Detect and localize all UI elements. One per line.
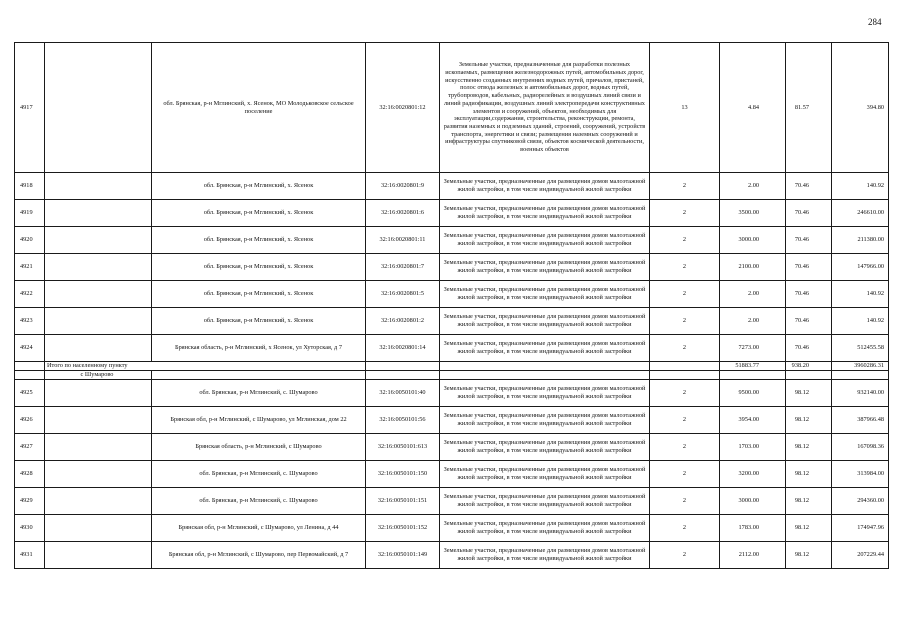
use-code-cell: 2 (650, 461, 720, 488)
area-cell: 3200.00 (720, 461, 786, 488)
address-cell: обл. Брянская, р-н Мглинский, х. Ясенок (152, 308, 366, 335)
use-code-cell: 2 (650, 434, 720, 461)
blank-cell (45, 461, 152, 488)
settlement-header-row (15, 371, 889, 380)
table-row (15, 407, 889, 434)
use-code-cell: 2 (650, 173, 720, 200)
row-number: 4925 (15, 380, 45, 407)
table-row (15, 434, 889, 461)
area-cell: 3954.00 (720, 407, 786, 434)
address-cell: обл. Брянская, р-н Мглинский, х. Ясенок (152, 281, 366, 308)
use-code-cell: 2 (650, 407, 720, 434)
table-row (15, 173, 889, 200)
cadastral-number-cell: 32:16:0020801:6 (366, 200, 440, 227)
blank-cell (650, 371, 720, 380)
land-use-cell: Земельные участки, предназначенные для размещения домов малоэтажной жилой застройки, в том числе индивидуальной жилой застройки (440, 542, 650, 569)
use-code-cell: 2 (650, 380, 720, 407)
address-cell: обл. Брянская, р-н Мглинский, х. Ясенок (152, 227, 366, 254)
row-number: 4929 (15, 488, 45, 515)
blank-cell (45, 542, 152, 569)
blank-cell (45, 173, 152, 200)
cadastral-number-cell: 32:16:0050101:56 (366, 407, 440, 434)
address-cell: Брянская обл, р-н Мглинский, с Шумарово, ул Мглинская, дом 22 (152, 407, 366, 434)
area-cell: 7273.00 (720, 335, 786, 362)
blank-cell (45, 380, 152, 407)
use-code-cell: 2 (650, 542, 720, 569)
cadastral-number-cell: 32:16:0020801:11 (366, 227, 440, 254)
blank-cell (366, 371, 440, 380)
rate-cell: 70.46 (786, 281, 832, 308)
address-cell: обл. Брянская, р-н Мглинский, с. Шумарово (152, 488, 366, 515)
cadastral-number-cell: 32:16:0020801:7 (366, 254, 440, 281)
cadastral-number-cell: 32:16:0020801:14 (366, 335, 440, 362)
subtotal-label: Итого по населенному пункту (45, 362, 366, 371)
address-cell: обл. Брянская, р-н Мглинский, х. Ясенок (152, 254, 366, 281)
subtotal-value: 3960286.31 (832, 362, 889, 371)
table-row (15, 281, 889, 308)
row-number: 4927 (15, 434, 45, 461)
use-code-cell: 2 (650, 227, 720, 254)
blank-cell (440, 362, 650, 371)
rate-cell: 98.12 (786, 407, 832, 434)
address-cell: Брянская обл, р-н Мглинский, с Шумарово, ул Ленина, д 44 (152, 515, 366, 542)
rate-cell: 98.12 (786, 515, 832, 542)
table-row (15, 488, 889, 515)
cadastral-number-cell: 32:16:0050101:149 (366, 542, 440, 569)
rate-cell: 81.57 (786, 43, 832, 173)
address-cell: обл. Брянская, р-н Мглинский, с. Шумарово (152, 461, 366, 488)
use-code-cell: 2 (650, 488, 720, 515)
cadastral-value-cell: 147966.00 (832, 254, 889, 281)
use-code-cell: 2 (650, 308, 720, 335)
rate-cell: 70.46 (786, 254, 832, 281)
blank-cell (786, 371, 832, 380)
subtotal-rate: 938.20 (786, 362, 832, 371)
cadastral-value-cell: 140.92 (832, 173, 889, 200)
blank-cell (45, 488, 152, 515)
use-code-cell: 2 (650, 254, 720, 281)
blank-cell (45, 227, 152, 254)
blank-cell (45, 43, 152, 173)
land-use-cell: Земельные участки, предназначенные для размещения домов малоэтажной жилой застройки, в том числе индивидуальной жилой застройки (440, 254, 650, 281)
cadastral-number-cell: 32:16:0020801:2 (366, 308, 440, 335)
rate-cell: 98.12 (786, 434, 832, 461)
land-use-cell: Земельные участки, предназначенные для размещения домов малоэтажной жилой застройки, в том числе индивидуальной жилой застройки (440, 335, 650, 362)
address-cell: Брянская область, р-н Мглинский, с Шумарово (152, 434, 366, 461)
cadastral-number-cell: 32:16:0050101:40 (366, 380, 440, 407)
table-row (15, 254, 889, 281)
cadastral-value-cell: 394.80 (832, 43, 889, 173)
row-number: 4920 (15, 227, 45, 254)
area-cell: 4.84 (720, 43, 786, 173)
area-cell: 9500.00 (720, 380, 786, 407)
row-number: 4922 (15, 281, 45, 308)
use-code-cell: 2 (650, 515, 720, 542)
cadastral-value-cell: 207229.44 (832, 542, 889, 569)
cadastral-number-cell: 32:16:0020801:5 (366, 281, 440, 308)
address-cell: обл. Брянская, р-н Мглинский, х. Ясенок (152, 173, 366, 200)
row-number: 4924 (15, 335, 45, 362)
row-number: 4923 (15, 308, 45, 335)
blank-cell (45, 434, 152, 461)
blank-cell (15, 362, 45, 371)
row-number: 4917 (15, 43, 45, 173)
cadastral-value-cell: 174947.96 (832, 515, 889, 542)
rate-cell: 98.12 (786, 380, 832, 407)
blank-cell (720, 371, 786, 380)
blank-cell (45, 200, 152, 227)
address-cell: Брянская обл, р-н Мглинский, с Шумарово, пер Первомайский, д 7 (152, 542, 366, 569)
land-use-cell: Земельные участки, предназначенные для размещения домов малоэтажной жилой застройки, в том числе индивидуальной жилой застройки (440, 380, 650, 407)
table-row (15, 43, 889, 173)
page-number: 284 (868, 17, 882, 27)
cadastral-number-cell: 32:16:0050101:613 (366, 434, 440, 461)
area-cell: 2.00 (720, 308, 786, 335)
rate-cell: 70.46 (786, 173, 832, 200)
blank-cell (45, 254, 152, 281)
blank-cell (152, 371, 366, 380)
blank-cell (45, 515, 152, 542)
cadastral-value-cell: 387966.48 (832, 407, 889, 434)
use-code-cell: 2 (650, 281, 720, 308)
row-number: 4921 (15, 254, 45, 281)
rate-cell: 98.12 (786, 461, 832, 488)
table-row (15, 515, 889, 542)
settlement-name: с Шумарово (45, 371, 152, 380)
cadastral-value-cell: 246610.00 (832, 200, 889, 227)
table-row (15, 227, 889, 254)
cadastral-value-cell: 313984.00 (832, 461, 889, 488)
address-cell: Брянская область, р-н Мглинский, х Ясенок, ул Хуторская, д 7 (152, 335, 366, 362)
cadastral-value-cell: 932140.00 (832, 380, 889, 407)
cadastral-value-cell: 211380.00 (832, 227, 889, 254)
address-cell: обл. Брянская, р-н Мглинский, х. Ясенок (152, 200, 366, 227)
land-use-cell: Земельные участки, предназначенные для разработки полезных ископаемых, размещения железнодорожных путей, автомобильных дорог, искусственно созданных внутренних водных путей, причалов, пристаней, полос отвода железных и автомобильных дорог, водных путей, трубопроводов, кабельных, радиорелейных и воздушных линий связи и линий радиофикации, воздушных линий электропередачи конструктивных элементов и сооружений, объектов, необходимых для эксплуатации,содержания, строительства, реконструкции, ремонта, развития наземных и подземных зданий, строений, сооружений, устройств транспорта, энергетики и связи; размещения наземных сооружений и инфраструктуры спутниковой связи, объектов космической деятельности, военных объектов (440, 43, 650, 173)
land-use-cell: Земельные участки, предназначенные для размещения домов малоэтажной жилой застройки, в том числе индивидуальной жилой застройки (440, 461, 650, 488)
area-cell: 1703.00 (720, 434, 786, 461)
subtotal-row (15, 362, 889, 371)
land-use-cell: Земельные участки, предназначенные для размещения домов малоэтажной жилой застройки, в том числе индивидуальной жилой застройки (440, 434, 650, 461)
cadastral-value-cell: 294360.00 (832, 488, 889, 515)
rate-cell: 70.46 (786, 335, 832, 362)
table-row (15, 542, 889, 569)
blank-cell (45, 335, 152, 362)
row-number: 4918 (15, 173, 45, 200)
land-registry-table (14, 42, 889, 569)
row-number: 4919 (15, 200, 45, 227)
land-use-cell: Земельные участки, предназначенные для размещения домов малоэтажной жилой застройки, в том числе индивидуальной жилой застройки (440, 173, 650, 200)
row-number: 4928 (15, 461, 45, 488)
land-use-cell: Земельные участки, предназначенные для размещения домов малоэтажной жилой застройки, в том числе индивидуальной жилой застройки (440, 281, 650, 308)
rate-cell: 70.46 (786, 227, 832, 254)
address-cell: обл. Брянская, р-н Мглинский, х. Ясенок, МО Молодьковское сельское поселение (152, 43, 366, 173)
blank-cell (832, 371, 889, 380)
blank-cell (45, 308, 152, 335)
land-use-cell: Земельные участки, предназначенные для размещения домов малоэтажной жилой застройки, в том числе индивидуальной жилой застройки (440, 515, 650, 542)
land-use-cell: Земельные участки, предназначенные для размещения домов малоэтажной жилой застройки, в том числе индивидуальной жилой застройки (440, 308, 650, 335)
area-cell: 2100.00 (720, 254, 786, 281)
rate-cell: 70.46 (786, 200, 832, 227)
blank-cell (650, 362, 720, 371)
blank-cell (366, 362, 440, 371)
cadastral-value-cell: 140.92 (832, 281, 889, 308)
use-code-cell: 2 (650, 335, 720, 362)
land-use-cell: Земельные участки, предназначенные для размещения домов малоэтажной жилой застройки, в том числе индивидуальной жилой застройки (440, 227, 650, 254)
address-cell: обл. Брянская, р-н Мглинский, с. Шумарово (152, 380, 366, 407)
land-use-cell: Земельные участки, предназначенные для размещения домов малоэтажной жилой застройки, в том числе индивидуальной жилой застройки (440, 488, 650, 515)
use-code-cell: 13 (650, 43, 720, 173)
row-number: 4930 (15, 515, 45, 542)
area-cell: 3000.00 (720, 227, 786, 254)
blank-cell (15, 371, 45, 380)
row-number: 4926 (15, 407, 45, 434)
table-row (15, 335, 889, 362)
area-cell: 3500.00 (720, 200, 786, 227)
table-row (15, 200, 889, 227)
rate-cell: 98.12 (786, 488, 832, 515)
row-number: 4931 (15, 542, 45, 569)
cadastral-number-cell: 32:16:0050101:152 (366, 515, 440, 542)
cadastral-number-cell: 32:16:0020801:12 (366, 43, 440, 173)
cadastral-value-cell: 140.92 (832, 308, 889, 335)
area-cell: 2.00 (720, 281, 786, 308)
land-use-cell: Земельные участки, предназначенные для размещения домов малоэтажной жилой застройки, в том числе индивидуальной жилой застройки (440, 200, 650, 227)
table-row (15, 380, 889, 407)
rate-cell: 98.12 (786, 542, 832, 569)
area-cell: 1783.00 (720, 515, 786, 542)
area-cell: 3000.00 (720, 488, 786, 515)
area-cell: 2.00 (720, 173, 786, 200)
cadastral-value-cell: 512455.58 (832, 335, 889, 362)
table-row (15, 461, 889, 488)
table-row (15, 308, 889, 335)
cadastral-number-cell: 32:16:0050101:150 (366, 461, 440, 488)
cadastral-number-cell: 32:16:0050101:151 (366, 488, 440, 515)
blank-cell (45, 407, 152, 434)
blank-cell (440, 371, 650, 380)
cadastral-value-cell: 167098.36 (832, 434, 889, 461)
land-use-cell: Земельные участки, предназначенные для размещения домов малоэтажной жилой застройки, в том числе индивидуальной жилой застройки (440, 407, 650, 434)
blank-cell (45, 281, 152, 308)
subtotal-area: 51883.77 (720, 362, 786, 371)
use-code-cell: 2 (650, 200, 720, 227)
cadastral-number-cell: 32:16:0020801:9 (366, 173, 440, 200)
area-cell: 2112.00 (720, 542, 786, 569)
rate-cell: 70.46 (786, 308, 832, 335)
